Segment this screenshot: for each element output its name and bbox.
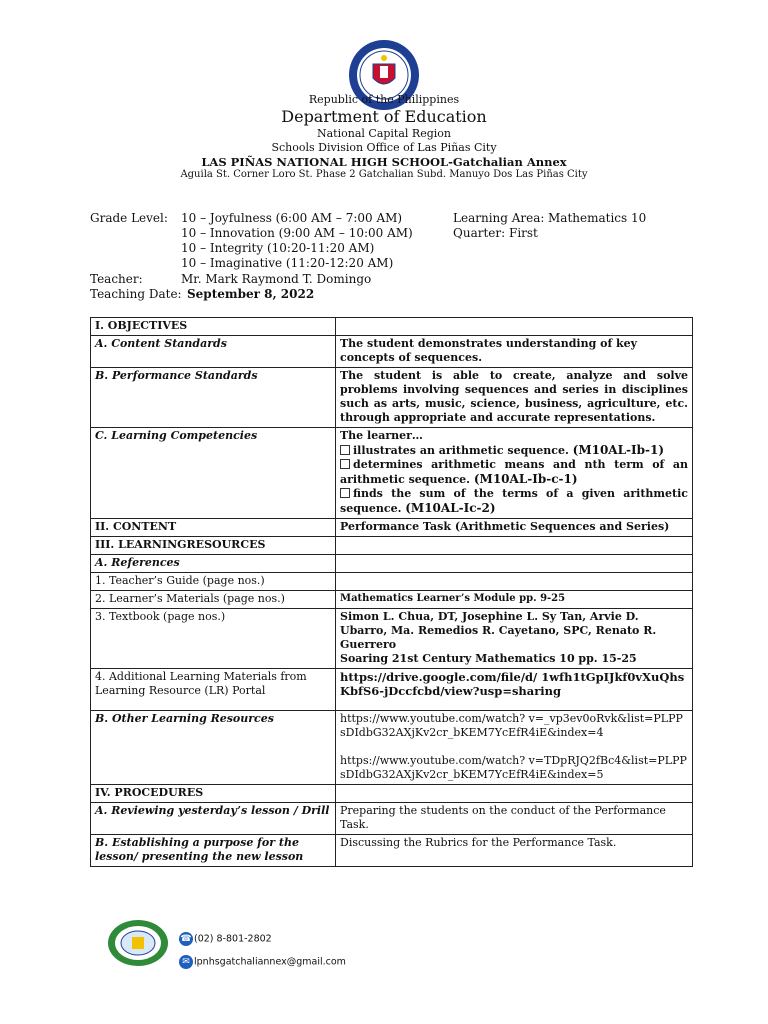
phone-icon: ☎ xyxy=(180,934,192,944)
competency-code: (M10AL-Ic-2) xyxy=(405,501,496,515)
school-name: LAS PIÑAS NATIONAL HIGH SCHOOL-Gatchalian Annex xyxy=(201,155,567,169)
table-row xyxy=(91,555,693,573)
region-line: National Capital Region xyxy=(317,127,451,140)
table-row xyxy=(91,428,693,519)
table-row xyxy=(91,318,693,336)
quarter-label: Quarter: xyxy=(453,226,506,240)
resources-heading: III. LEARNINGRESOURCES xyxy=(91,537,336,555)
teaching-date-label: Teaching Date: xyxy=(90,287,182,301)
youtube-link-1[interactable]: https://www.youtube.com/watch? v=_vp3ev0oRvk&list=PLPPsDIdbG32AXjKv2cr_bKEM7YcEfR4iE&index=4 xyxy=(340,712,683,739)
purpose-text: Discussing the Rubrics for the Performance Task. xyxy=(336,835,693,867)
performance-standards-label: B. Performance Standards xyxy=(91,368,336,428)
checkbox-icon xyxy=(340,445,350,455)
department-title: Department of Education xyxy=(281,107,487,126)
grade-4: 10 – Imaginative (11:20-12:20 AM) xyxy=(181,256,394,270)
performance-standards-text: The student is able to create, analyze and solve problems involving sequences and series in disciplines such as arts, music, science, business, agriculture, etc. through appropriate and accurate representations. xyxy=(336,368,693,428)
table-row xyxy=(91,835,693,867)
review-text: Preparing the students on the conduct of the Performance Task. xyxy=(336,803,693,835)
learning-area-label: Learning Area: xyxy=(453,211,545,225)
textbook-title: Soaring 21st Century Mathematics 10 pp. 15-25 xyxy=(340,652,637,665)
table-row xyxy=(91,368,693,428)
table-row xyxy=(91,336,693,368)
school-logo-icon xyxy=(107,919,169,967)
purpose-label: B. Establishing a purpose for the lesson/ presenting the new lesson xyxy=(91,835,336,867)
content-standards-label: A. Content Standards xyxy=(91,336,336,368)
empty-cell xyxy=(336,785,693,803)
school-address: Aguila St. Corner Loro St. Phase 2 Gatchalian Subd. Manuyo Dos Las Piñas City xyxy=(180,169,588,180)
table-row xyxy=(91,711,693,785)
teacher-name: Mr. Mark Raymond T. Domingo xyxy=(181,272,372,286)
table-row xyxy=(91,537,693,555)
textbook-authors: Simon L. Chua, DT, Josephine L. Sy Tan, Arvie D. Ubarro, Ma. Remedios R. Cayetano, SPC, Renato R. Guerrero xyxy=(340,610,657,651)
competencies-label: C. Learning Competencies xyxy=(91,428,336,519)
lr-portal-label: 4. Additional Learning Materials from Learning Resource (LR) Portal xyxy=(91,669,336,711)
youtube-link-2[interactable]: https://www.youtube.com/watch? v=TDpRJQ2fBc4&list=PLPPsDIdbG32AXjKv2cr_bKEM7YcEfR4iE&index=5 xyxy=(340,754,687,781)
checkbox-icon xyxy=(340,488,350,498)
grade-3: 10 – Integrity (10:20-11:20 AM) xyxy=(181,241,375,255)
content-standards-text: The student demonstrates understanding of key concepts of sequences. xyxy=(336,336,693,368)
lr-portal-link[interactable]: https://drive.google.com/file/d/ 1wfh1tGpIJkf0vXuQhsKbfS6-jDccfcbd/view?usp=sharing xyxy=(336,669,693,711)
grade-level-label: Grade Level: xyxy=(90,211,168,225)
other-resources-cell xyxy=(336,711,693,785)
references-label: A. References xyxy=(91,555,336,573)
learners-materials-label: 2. Learner’s Materials (page nos.) xyxy=(91,591,336,609)
empty-cell xyxy=(336,318,693,336)
textbook-label: 3. Textbook (page nos.) xyxy=(91,609,336,669)
empty-cell xyxy=(336,555,693,573)
competencies-cell xyxy=(336,428,693,519)
table-row xyxy=(91,591,693,609)
empty-cell xyxy=(336,537,693,555)
competency-code: (M10AL-Ib-c-1) xyxy=(473,472,578,486)
teachers-guide-label: 1. Teacher’s Guide (page nos.) xyxy=(91,573,336,591)
lesson-plan-table xyxy=(90,317,693,867)
email-contact xyxy=(179,955,346,969)
competency-text: determines arithmetic means and nth term of an arithmetic sequence. xyxy=(340,458,688,486)
table-row xyxy=(91,609,693,669)
teacher-label: Teacher: xyxy=(90,272,143,286)
quarter-value: First xyxy=(509,226,538,240)
division-line: Schools Division Office of Las Piñas City xyxy=(271,141,497,154)
email-address[interactable]: lpnhsgatchaliannex@gmail.com xyxy=(194,956,346,968)
competency-item xyxy=(340,487,688,516)
competency-item xyxy=(340,458,688,487)
teaching-date-value: September 8, 2022 xyxy=(187,287,315,301)
table-row xyxy=(91,803,693,835)
checkbox-icon xyxy=(340,459,350,469)
content-heading: II. CONTENT xyxy=(91,519,336,537)
competency-item xyxy=(340,443,688,458)
learning-area-value: Mathematics 10 xyxy=(548,211,647,225)
table-row xyxy=(91,573,693,591)
table-row xyxy=(91,519,693,537)
review-label: A. Reviewing yesterday’s lesson / Drill xyxy=(91,803,336,835)
republic-line: Republic of the Philippines xyxy=(308,93,460,106)
phone-contact xyxy=(179,932,272,946)
objectives-heading: I. OBJECTIVES xyxy=(91,318,336,336)
learners-materials-text: Mathematics Learner’s Module pp. 9-25 xyxy=(336,591,693,609)
content-text: Performance Task (Arithmetic Sequences and Series) xyxy=(336,519,693,537)
competency-text: finds the sum of the terms of a given arithmetic sequence. xyxy=(340,487,688,515)
competency-code: (M10AL-Ib-1) xyxy=(572,443,665,457)
grade-2: 10 – Innovation (9:00 AM – 10:00 AM) xyxy=(181,226,413,240)
textbook-cell xyxy=(336,609,693,669)
table-row xyxy=(91,785,693,803)
other-resources-label: B. Other Learning Resources xyxy=(91,711,336,785)
procedures-heading: IV. PROCEDURES xyxy=(91,785,336,803)
email-icon: ✉ xyxy=(179,955,193,969)
table-row xyxy=(91,669,693,711)
grade-1: 10 – Joyfulness (6:00 AM – 7:00 AM) xyxy=(181,211,403,225)
competency-text: illustrates an arithmetic sequence. xyxy=(353,444,569,457)
empty-cell xyxy=(336,573,693,591)
competencies-intro: The learner… xyxy=(340,429,423,442)
phone-number: (02) 8-801-2802 xyxy=(194,933,272,945)
